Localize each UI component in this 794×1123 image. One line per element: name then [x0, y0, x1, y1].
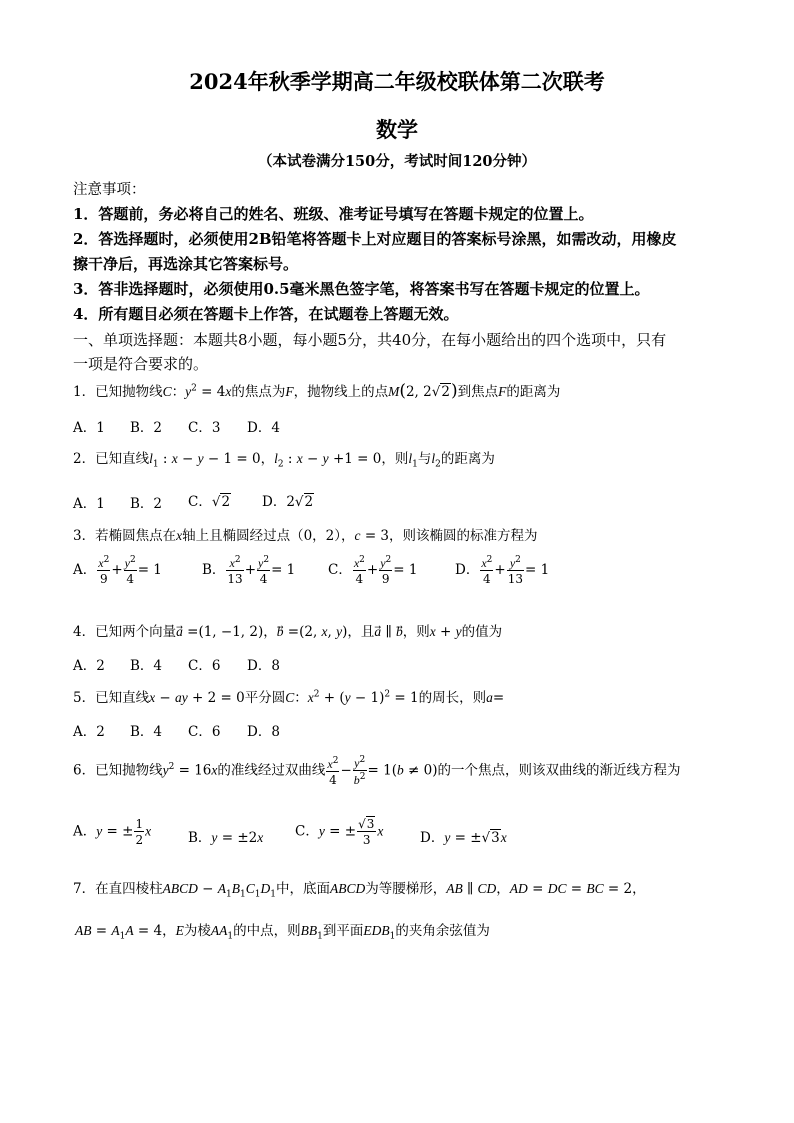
notice-item-4: 4．所有题目必须在答题卡上作答，在试题卷上答题无效。 — [73, 305, 459, 323]
q3-option-b: B． $\frac{x^2}{13}$ + $\frac{y^2}{4}$ = 1 — [202, 555, 296, 586]
q1-option-d: D．4 — [247, 420, 280, 436]
notice-item-2-cont: 擦干净后，再选涂其它答案标号。 — [73, 255, 299, 273]
q2-option-a: A．1 — [73, 496, 105, 512]
notice-item-3: 3．答非选择题时，必须使用0.5毫米黑色签字笔，将答案书写在答题卡规定的位置上。 — [73, 280, 650, 298]
q5-option-d: D．8 — [247, 724, 280, 740]
q4-option-b: B．4 — [130, 658, 163, 674]
q5-option-b: B．4 — [130, 724, 163, 740]
q6-option-a: A．y = ± $\frac{1}{2}$ x — [73, 817, 152, 847]
notice-heading: 注意事项： — [73, 182, 146, 198]
exam-note: （本试卷满分150分，考试时间120分钟） — [257, 153, 537, 170]
notice-item-1: 1．答题前，务必将自己的姓名、班级、准考证号填写在答题卡规定的位置上。 — [73, 205, 594, 223]
section1-header-line2: 一项是符合要求的。 — [73, 355, 209, 373]
q1-option-a: A．1 — [73, 420, 105, 436]
question-6: 6．已知抛物线$y^2 = 16x$的准线经过双曲线 $\frac{x^2}{4}$ − $\frac{y^2}{b^2}$ = 1(b ≠ 0)的一个焦点，则该双曲线的渐近线方程为 — [73, 755, 681, 787]
question-5: 5．已知直线x − ay + 2 = 0平分圆C：$x^2 + (y - 1)^2 = 1$的周长，则a= — [73, 689, 505, 706]
q3-option-d: D． $\frac{x^2}{4}$ + $\frac{y^2}{13}$ = 1 — [455, 555, 550, 586]
q2-option-d: D．2√2 — [262, 494, 314, 510]
exam-title: 2024年秋季学期高二年级校联体第二次联考 — [189, 69, 605, 94]
question-1: 1．已知抛物线C：$y^2 = 4x$的焦点为F，抛物线上的点M(2, 2√2)到焦点F的距离为 — [73, 381, 561, 401]
q6-option-b: B．y = ±2x — [188, 830, 264, 846]
q4-option-d: D．8 — [247, 658, 280, 674]
question-7: 7．在直四棱柱ABCD − $A_1B_1C_1D_1$中，底面ABCD为等腰梯形，AB ∥ CD，AD = DC = BC = 2， — [73, 881, 646, 900]
question-2: 2．已知直线$l_1$ : x − y − 1 = 0，$l_2$ : x − y +1 = 0，则$l_1$与$l_2$的距离为 — [73, 451, 495, 470]
notice-item-2: 2．答选择题时，必须使用2B铅笔将答题卡上对应题目的答案标号涂黑，如需改动，用橡皮 — [73, 230, 677, 248]
question-3: 3．若椭圆焦点在x轴上且椭圆经过点（0，2），c = 3，则该椭圆的标准方程为 — [73, 528, 538, 544]
q5-option-a: A．2 — [73, 724, 105, 740]
q2-option-c: C．√2 — [188, 494, 231, 510]
q4-option-a: A．2 — [73, 658, 105, 674]
exam-subject: 数学 — [376, 117, 418, 142]
q4-option-c: C．6 — [188, 658, 221, 674]
q5-option-c: C．6 — [188, 724, 221, 740]
q6-option-c: C．y = ± $\frac{√3}{3}$ x — [295, 817, 384, 847]
q2-option-b: B．2 — [130, 496, 163, 512]
question-4: 4．已知两个向量a⃗ =(1, −1, 2)，b⃗ =(2, x, y)，且a⃗ ∥ b，则x + y的值为 — [73, 624, 503, 640]
q6-option-d: D．y = ±√3x — [420, 830, 507, 846]
section1-header-line1: 一、单项选择题：本题共8小题，每小题5分，共40分，在每小题给出的四个选项中，只有 — [73, 331, 667, 349]
q1-option-c: C．3 — [188, 420, 221, 436]
q1-option-b: B．2 — [130, 420, 163, 436]
q3-option-a: A． $\frac{x^2}{9}$ + $\frac{y^2}{4}$ = 1 — [73, 555, 162, 586]
question-7-line2: AB = $A_1A = 4$，E为棱$AA_1$的中点，则$BB_1$到平面$EDB_1$的夹角余弦值为 — [75, 923, 490, 942]
q3-option-c: C． $\frac{x^2}{4}$ + $\frac{y^2}{9}$ = 1 — [328, 555, 418, 586]
